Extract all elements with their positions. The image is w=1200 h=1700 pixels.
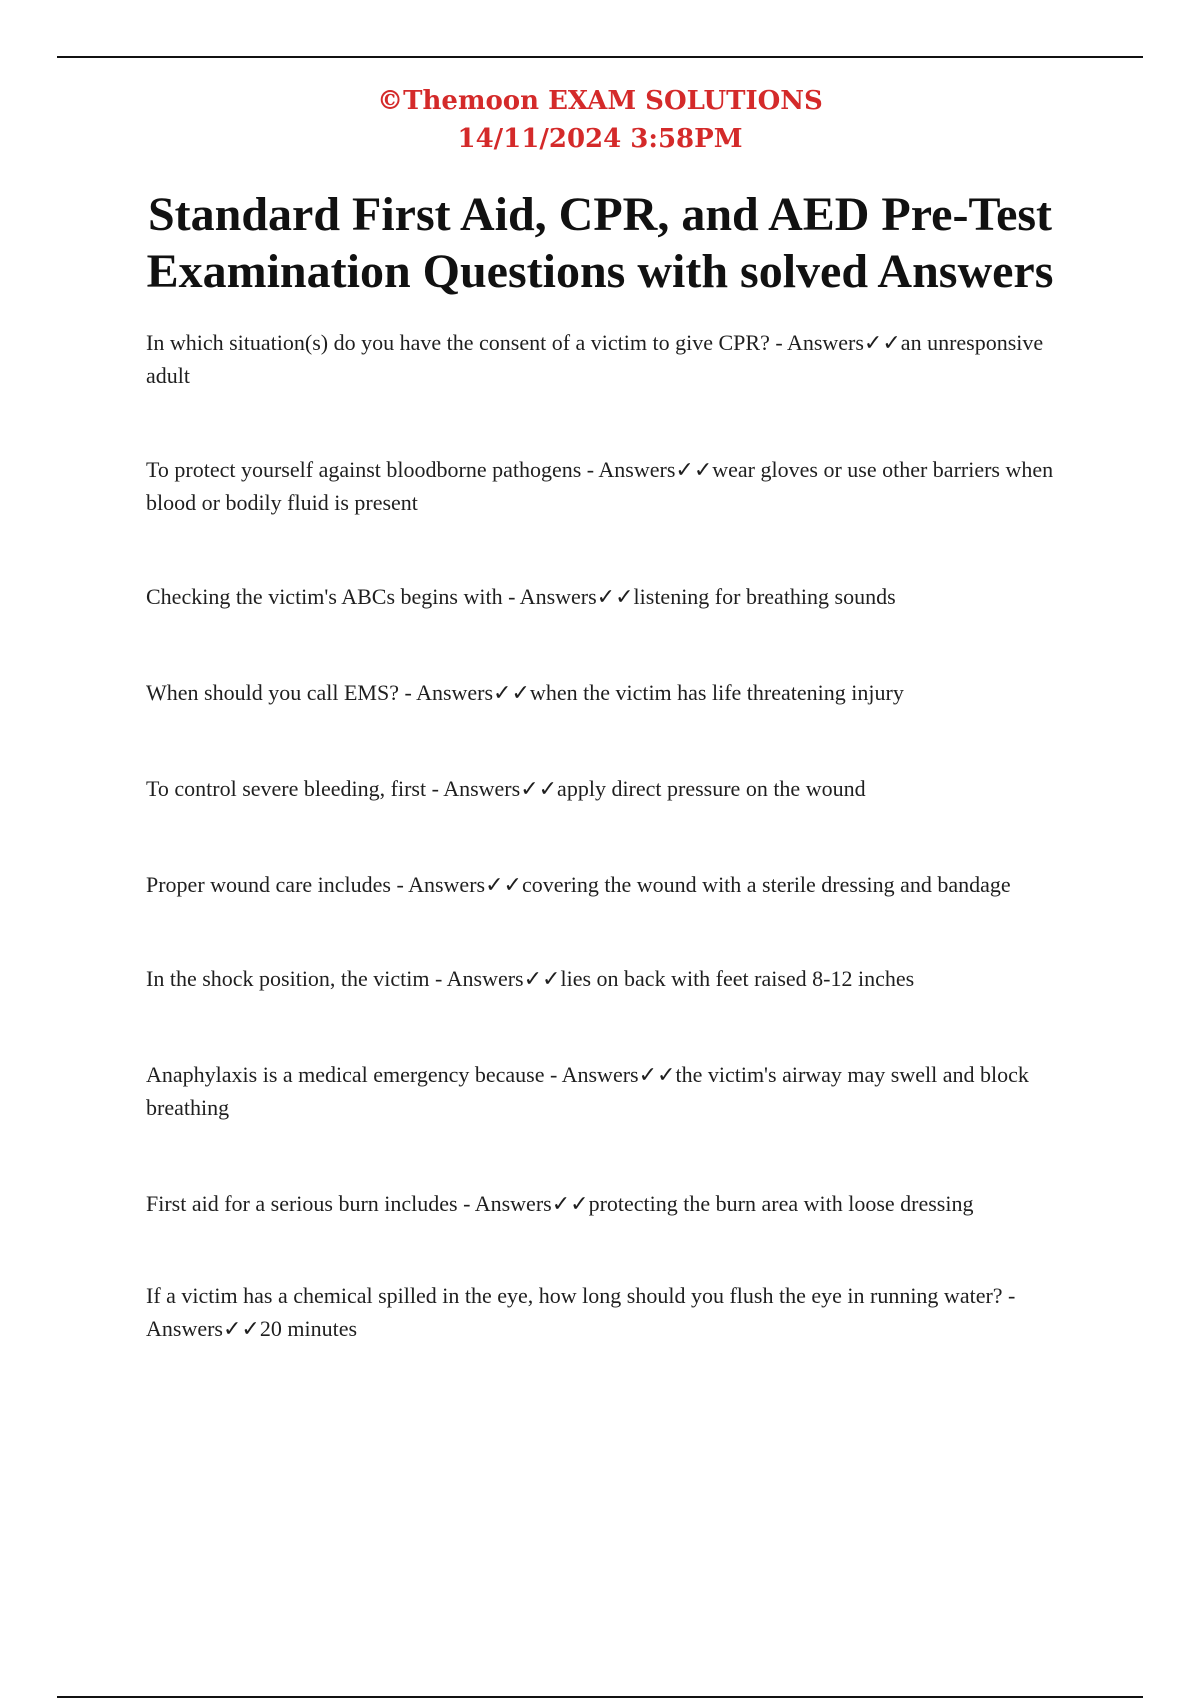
- qa-list: [146, 326, 1076, 1345]
- top-rule: [57, 56, 1143, 58]
- qa-item: When should you call EMS? - Answers✓✓when the victim has life threatening injury: [146, 680, 904, 705]
- qa-item: To protect yourself against bloodborne pathogens - Answers✓✓wear gloves or use other barriers when blood or bodily fluid is present: [146, 457, 1054, 515]
- watermark-header: [0, 82, 1200, 158]
- watermark-line-2: 14/11/2024 3:58PM: [457, 124, 743, 154]
- qa-item: Checking the victim's ABCs begins with - Answers✓✓listening for breathing sounds: [146, 584, 896, 609]
- bottom-rule: [57, 1696, 1143, 1698]
- document-title: Standard First Aid, CPR, and AED Pre-Test Examination Questions with solved Answers: [146, 188, 1054, 298]
- qa-item: In the shock position, the victim - Answers✓✓lies on back with feet raised 8-12 inches: [146, 966, 915, 991]
- watermark-line-1: ©Themoon EXAM SOLUTIONS: [377, 86, 823, 116]
- qa-item: If a victim has a chemical spilled in the eye, how long should you flush the eye in running water? - Answers✓✓20 minutes: [146, 1283, 1016, 1341]
- qa-item: In which situation(s) do you have the consent of a victim to give CPR? - Answers✓✓an unresponsive adult: [146, 330, 1044, 388]
- qa-item: Anaphylaxis is a medical emergency because - Answers✓✓the victim's airway may swell and block breathing: [146, 1062, 1029, 1120]
- qa-item: To control severe bleeding, first - Answers✓✓apply direct pressure on the wound: [146, 776, 866, 801]
- qa-item: First aid for a serious burn includes - Answers✓✓protecting the burn area with loose dressing: [146, 1191, 974, 1216]
- qa-item: Proper wound care includes - Answers✓✓covering the wound with a sterile dressing and bandage: [146, 872, 1011, 897]
